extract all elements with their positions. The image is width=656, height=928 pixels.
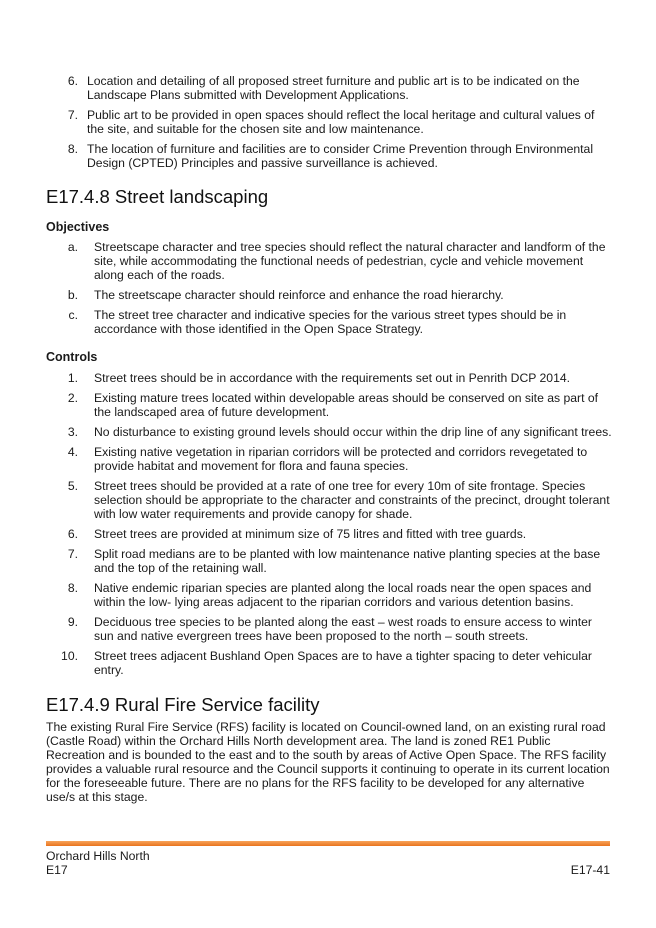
controls-list <box>46 371 614 683</box>
list-letter: c. <box>68 308 78 322</box>
list-text: Split road medians are to be planted with low maintenance native planting species at the base and the top of the retaining wall. <box>94 547 601 575</box>
list-number: 8. <box>67 142 78 156</box>
list-text: Street trees should be in accordance with the requirements set out in Penrith DCP 2014. <box>94 371 571 385</box>
list-item <box>46 142 606 170</box>
list-text: Native endemic riparian species are planted along the local roads near the open spaces and within the low- lying areas adjacent to the riparian corridors and various detention basins. <box>94 581 592 609</box>
list-text: Street trees should be provided at a rate of one tree for every 10m of site frontage. Species selection should be appropriate to the character and constraints of the precinct, drought tolerant with low water requirements and provide canopy for shade. <box>94 479 610 521</box>
list-item <box>46 74 606 102</box>
footer-chapter: E17 <box>46 863 68 877</box>
list-number: 10. <box>61 649 78 663</box>
list-item <box>46 371 614 385</box>
list-number: 5. <box>67 479 78 493</box>
list-item <box>46 581 614 609</box>
section-heading-rural-fire-service: E17.4.9 Rural Fire Service facility <box>46 694 320 715</box>
list-item <box>46 547 614 575</box>
list-number: 8. <box>67 581 78 595</box>
list-text: Street trees are provided at minimum size of 75 litres and fitted with tree guards. <box>94 527 527 541</box>
list-item <box>46 391 614 419</box>
list-number: 6. <box>67 527 78 541</box>
list-text: The street tree character and indicative species for the various street types should be in accordance with those identified in the Open Space Strategy. <box>94 308 567 336</box>
list-item <box>46 615 614 643</box>
objectives-heading: Objectives <box>46 220 110 234</box>
list-text: No disturbance to existing ground levels should occur within the drip line of any significant trees. <box>94 425 612 439</box>
page-footer <box>46 849 610 877</box>
list-text: Streetscape character and tree species should reflect the natural character and landform of the site, while accommodating the functional needs of pedestrian, cycle and vehicle movement along each of the roads. <box>94 240 606 282</box>
footer-page-number: E17-41 <box>570 863 610 877</box>
list-number: 3. <box>67 425 78 439</box>
list-text: Public art to be provided in open spaces should reflect the local heritage and cultural values of the site, and suitable for the chosen site and low maintenance. <box>87 108 595 136</box>
list-text: Existing native vegetation in riparian corridors will be protected and corridors revegetated to provide habitat and movement for flora and fauna species. <box>94 445 588 473</box>
list-item <box>46 288 614 302</box>
objectives-list <box>46 240 614 342</box>
list-text: Street trees adjacent Bushland Open Spaces are to have a tighter spacing to deter vehicular entry. <box>94 649 592 677</box>
list-number: 4. <box>67 445 78 459</box>
list-number: 7. <box>67 547 78 561</box>
list-item <box>46 479 614 521</box>
list-item <box>46 445 614 473</box>
footer-doc-title: Orchard Hills North <box>46 849 150 863</box>
list-number: 6. <box>67 74 78 88</box>
list-number: 7. <box>67 108 78 122</box>
list-text: Existing mature trees located within developable areas should be conserved on site as part of the landscaped area of future development. <box>94 391 599 419</box>
section-heading-street-landscaping: E17.4.8 Street landscaping <box>46 186 269 207</box>
list-item <box>46 425 614 439</box>
list-letter: b. <box>67 288 78 302</box>
list-item <box>46 108 606 136</box>
rfs-paragraph: The existing Rural Fire Service (RFS) facility is located on Council-owned land, on an existing rural road (Castle Road) within the Orchard Hills North development area. The land is zoned RE1 Public Recreation and is bounded to the east and to the south by areas of Active Open Space. The RFS facility provides a valuable rural resource and the Council supports it continuing to operate in its current location for the foreseeable future. There are no plans for the RFS facility to be developed for any alternative use/s at this stage. <box>46 720 610 804</box>
list-number: 2. <box>67 391 78 405</box>
controls-heading: Controls <box>46 350 98 364</box>
list-item <box>46 308 614 336</box>
list-letter: a. <box>67 240 78 254</box>
list-item <box>46 240 614 282</box>
list-text: Location and detailing of all proposed street furniture and public art is to be indicated on the Landscape Plans submitted with Development Applications. <box>87 74 580 102</box>
footer-divider <box>46 841 610 846</box>
list-text: The location of furniture and facilities are to consider Crime Prevention through Environmental Design (CPTED) Principles and passive surveillance is achieved. <box>87 142 594 170</box>
list-number: 9. <box>67 615 78 629</box>
list-text: The streetscape character should reinforce and enhance the road hierarchy. <box>94 288 504 302</box>
list-text: Deciduous tree species to be planted along the east – west roads to ensure access to winter sun and native evergreen trees have been proposed to the north – south streets. <box>94 615 592 643</box>
top-numbered-list <box>46 74 606 176</box>
list-item <box>46 649 614 677</box>
list-item <box>46 527 614 541</box>
list-number: 1. <box>67 371 78 385</box>
